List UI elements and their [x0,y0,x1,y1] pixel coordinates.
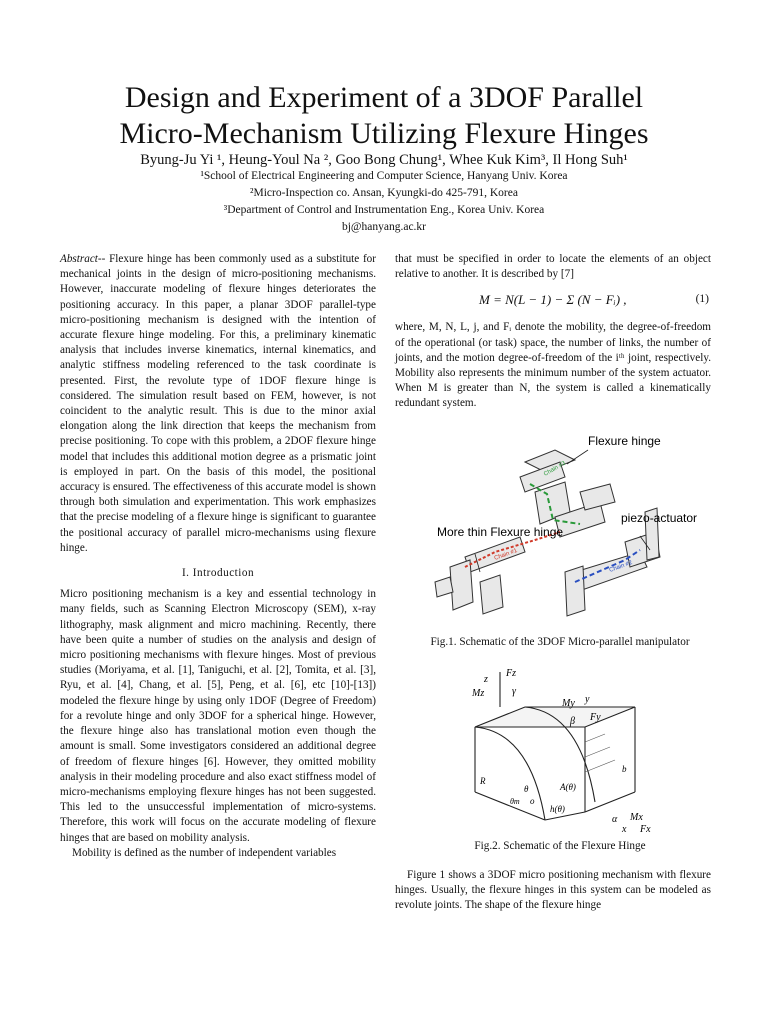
abstract-text: Flexure hinge has been commonly used as a substitute for mechanical joints in the design of micro-positioning mechanisms. However, inaccurate modeling of flexure hinges deteriorates the positioning accuracy. In this paper, a planar 3DOF parallel-type micro-positioning mechanism is designed with the intention of accurate flexure hinge modeling. For this, a preliminary kinematic analysis that includes inverse kinematics, internal kinematics, and analytic stiffness modeling referenced to the task coordinate is presented. First, the revolute type of 1DOF flexure hinge is considered. The simulation result based on FEM, however, is not coincident to the analytic result. This is due to the minor axial elongation along the link direction that keeps the mechanism from precise positioning. To cope with this problem, a 2DOF flexure hinge model that includes this additional motion degree as a prismatic joint is employed in part. On the basis of this model, the positional accuracy is ensured. The effectiveness of this accurate model is shown through both simulation and experimentation. This work emphasizes that the precise modeling of a flexure hinge is significant to guarantee the positional accuracy of parallel micro-mechanisms using flexure hinge. [60,253,376,554]
mz-label: Mz [472,688,485,699]
mobility-equation: M = N(L − 1) − Σ (N − Fᵢ) , [479,292,627,308]
section-heading-introduction: I. Introduction [181,567,255,580]
flexure-leader-line [567,450,588,464]
contact-email[interactable]: bj@hanyang.ac.kr [341,221,427,233]
y-axis-label: y [585,694,590,705]
equation-1 [395,286,711,316]
figure-2-caption: Fig.2. Schematic of the Flexure Hinge [474,840,646,852]
title-line-2: Micro-Mechanism Utilizing Flexure Hinges [119,117,649,150]
affiliation-1: ¹School of Electrical Engineering and Computer Science, Hanyang Univ. Korea [200,170,568,182]
affiliation-3: ³Department of Control and Instrumentation Eng., Korea Univ. Korea [223,204,545,216]
mobility-continuation: that must be specified in order to locate the elements of an object relative to another. It is described by [7] [395,253,711,281]
radius-label: R [480,776,486,786]
hatching [585,734,615,772]
equation-number: (1) [695,293,709,306]
more-thin-flexure-label: More thin Flexure hinge [437,525,564,539]
abstract-label: Abstract-- [60,253,106,265]
intro-paragraph-1: Micro positioning mechanism is a key and essential technology in many fields, such as Scanning Electron Microscopy (SEM), x-ray lithography, mask alignment and micro machining. Recently, there have been quite a number of studies on the analysis and design of micro positioning mechanisms with flexure hinges. Most of previous studies (Moriyama, et al. [1], Taniguchi, et al. [2], Tomita, et al. [3], Ryu, et al. [4], Chang, et al. [5], Peng, et al. [6], etc [10]-[13]) modeled the flexure hinge by using only 1DOF (Degree of Freedom) for a revolute hinge and only 3DOF for a spherical hinge. However, the flexure hinge also has translational motion even though the amount is small. Some investigators considered an additional degree of freedom of flexure hinges [6]. However, they omitted mobility analysis in their modeling procedure and also exact stiffness model of micro-mechanisms employing flexure hinges has not been suggested. This led to the unsuccessful implementation of micro-systems. Therefore, this work will focus on the accurate modeling of flexure hinges that are based on mobility analysis. [60,588,376,844]
fx-label: Fx [640,824,651,835]
z-axis-label: z [484,674,488,685]
piezo-actuator-label: piezo-actuator [621,511,698,525]
hinge-outline [475,672,635,820]
flexure-hinge-label: Flexure hinge [588,434,661,448]
mx-label: Mx [630,812,643,823]
right-column [395,252,711,412]
chain-3-label: Chain #3 [543,460,567,478]
where-paragraph: where, M, N, L, j, and Fᵢ denote the mobility, the degree-of-freedom of the operational (or task) space, the number of links, the number of joints, and the motion degree-of-freedom of the iᵗʰ joint, respectively. Mobility also represents the minimum number of the system actuator. When M is greater than N, the system is called a kinematically redundant system. [395,321,711,410]
b-label: b [622,764,627,774]
figure-1-caption: Fig.1. Schematic of the 3DOF Micro-parallel manipulator [430,636,690,648]
origin-label: o [530,796,535,806]
h-theta-label: h(θ) [550,804,565,814]
figure-1-description: Figure 1 shows a 3DOF micro positioning mechanism with flexure hinges. Usually, the flexure hinges in this system can be modeled as revolute joints. The shape of the flexure hinge [395,869,711,912]
affiliation-2: ²Micro-Inspection co. Ansan, Kyungki-do 425-791, Korea [250,187,518,199]
title-line-1: Design and Experiment of a 3DOF Parallel [124,81,644,114]
authors: Byung-Ju Yi ¹, Heung-Youl Na ², Goo Bong Chung¹, Whee Kuk Kim³, Il Hong Suh¹ [140,152,628,168]
fy-label: Fy [590,712,601,723]
gamma-label: γ [512,686,516,697]
intro-paragraph-2: Mobility is defined as the number of independent variables [72,846,337,859]
figure-description [395,868,711,914]
alpha-label: α [612,814,618,825]
paper-title [40,80,728,152]
figure-2-flexure-hinge [470,662,670,834]
fz-label: Fz [506,668,516,679]
chain-1-label: Chain #1 [493,548,519,562]
chain-2-label: Chain #2 [608,560,634,574]
a-theta-label: A(θ) [560,782,576,792]
beta-label: β [570,716,575,727]
theta-label: θ [524,784,529,794]
figure-1-manipulator [425,432,698,624]
abstract [60,252,376,556]
theta-m-label: θm [510,797,520,806]
left-column [60,252,376,861]
x-axis-label: x [622,824,627,835]
my-label: My [562,698,575,709]
